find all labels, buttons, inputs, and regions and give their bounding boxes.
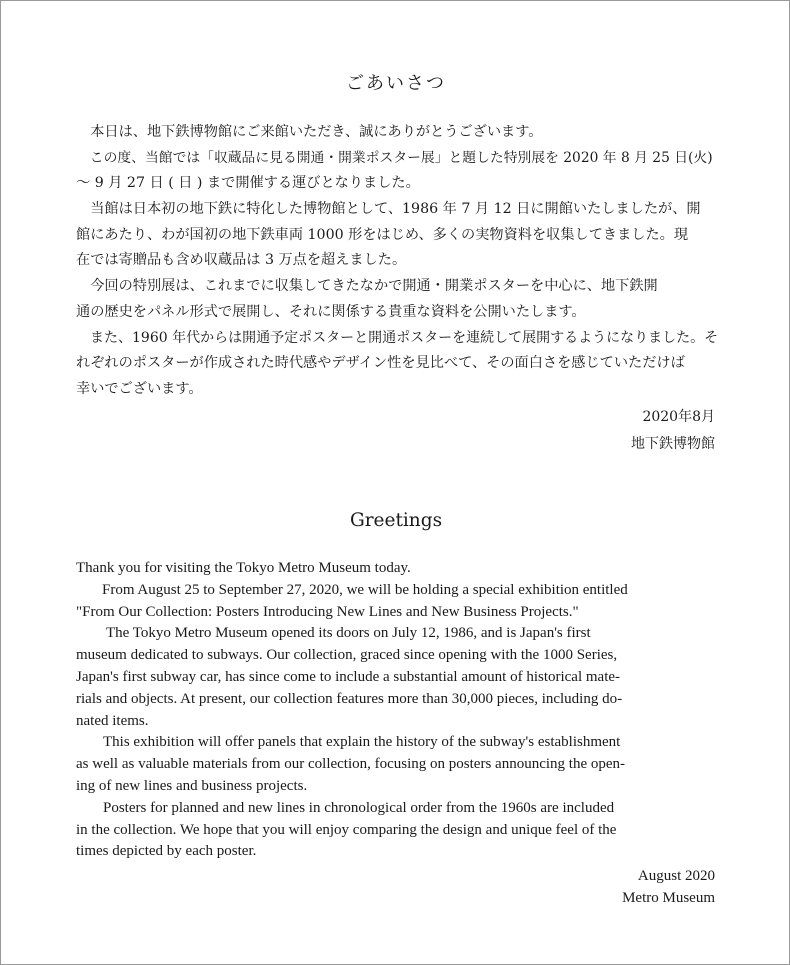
english-date: August 2020 bbox=[637, 868, 715, 884]
english-signature: Metro Museum bbox=[622, 890, 715, 906]
english-line: as well as valuable materials from our collection, focusing on posters announcing the open- bbox=[76, 756, 626, 773]
english-line: in the collection. We hope that you will enjoy comparing the design and unique feel of the bbox=[76, 821, 617, 838]
japanese-line: 今回の特別展は、これまでに収集してきたなかで開通・開業ポスターを中心に、地下鉄開 bbox=[76, 278, 658, 295]
english-line: times depicted by each poster. bbox=[76, 843, 257, 860]
english-body bbox=[76, 558, 718, 863]
english-line: The Tokyo Metro Museum opened its doors on July 12, 1986, and is Japan's first bbox=[106, 625, 591, 642]
japanese-line: 幸いでございます。 bbox=[76, 380, 203, 397]
english-line: This exhibition will offer panels that explain the history of the subway's establishment bbox=[103, 734, 621, 751]
english-line: Posters for planned and new lines in chronological order from the 1960s are included bbox=[103, 799, 615, 816]
japanese-line: 通の歴史をパネル形式で展開し、それに関係する貴重な資料を公開いたします。 bbox=[76, 303, 586, 320]
japanese-line: 当館は日本初の地下鉄に特化した博物館として、1986 年 7 月 12 日に開館いたしましたが、開 bbox=[76, 201, 701, 218]
english-line: nated items. bbox=[76, 712, 149, 729]
japanese-line: 館にあたり、わが国初の地下鉄車両 1000 形をはじめ、多くの実物資料を収集してきました。現 bbox=[76, 226, 689, 243]
english-line: Thank you for visiting the Tokyo Metro Museum today. bbox=[76, 560, 411, 576]
english-line: rials and objects. At present, our collection features more than 30,000 pieces, including do- bbox=[76, 690, 623, 707]
english-line: museum dedicated to subways. Our collection, graced since opening with the 1000 Series, bbox=[76, 647, 618, 664]
english-line: From August 25 to September 27, 2020, we will be holding a special exhibition entitled bbox=[102, 581, 628, 598]
english-line: Japan's first subway car, has since come to include a substantial amount of historical mate- bbox=[76, 668, 621, 685]
japanese-line: また、1960 年代からは開通予定ポスターと開通ポスターを連続して展開するようになりました。そ bbox=[76, 329, 719, 346]
english-title: Greetings bbox=[349, 510, 443, 531]
japanese-date: 2020年8月 bbox=[642, 409, 715, 425]
japanese-signature: 地下鉄博物館 bbox=[631, 436, 715, 452]
japanese-line: れぞれのポスターが作成された時代感やデザイン性を見比べて、その面白さを感じていただけば bbox=[76, 355, 685, 372]
japanese-line: この度、当館では「収蔵品に見る開通・開業ポスター展」と題した特別展を 2020 年 8 月 25 日(火) bbox=[76, 149, 713, 166]
japanese-title: ごあいさつ bbox=[346, 73, 446, 94]
english-line: "From Our Collection: Posters Introducing New Lines and New Business Projects." bbox=[76, 603, 579, 620]
japanese-body bbox=[76, 120, 718, 403]
japanese-line: 〜 9 月 27 日 ( 日 ) まで開催する運びとなりました。 bbox=[76, 175, 420, 192]
japanese-line: 在では寄贈品も含め収蔵品は 3 万点を超えました。 bbox=[76, 252, 407, 269]
english-line: ing of new lines and business projects. bbox=[76, 777, 308, 794]
japanese-line: 本日は、地下鉄博物館にご来館いただき、誠にありがとうございます。 bbox=[76, 124, 543, 140]
